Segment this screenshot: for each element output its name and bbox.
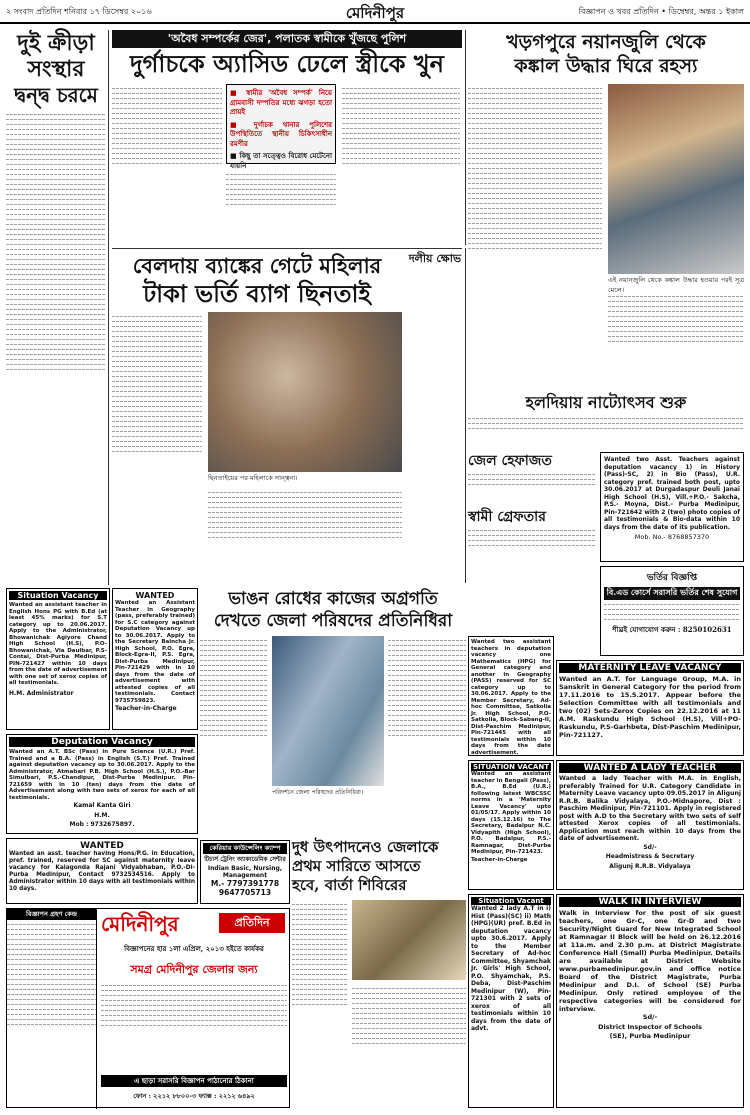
- story-dam-headline2: দেখতে জেলা পরিষদের প্রতিনিধিরা: [213, 611, 453, 631]
- ad-walkin-sign3: (SE), Purba Medinipur: [609, 1032, 691, 1040]
- ad-wanted-two-body: Wanted two Asst. Teachers against deputation vacancy 1) in History (Pass)-SC, 2) in Bio (Pass), U.R. category pref. trained both post, upto 30.06.2017 at Durgadaspur Deuli Janai High School (H.S), Vill.+P.O.- Sakcha, P.S.- Moyna, Dist.- Purba Medinipur, Pin-721642 with 2 (two) photo copies of all testimonials & Bio-data within 10 days from the date of its publication.: [604, 456, 740, 531]
- ad-walkin-sign1: Sd/-: [642, 1013, 658, 1021]
- story-jail-headline: জেল হেফাজত: [468, 453, 552, 469]
- story-acid-headline: দুর্গাচকে অ্যাসিড ঢেলে স্ত্রীকে খুন: [130, 49, 444, 78]
- ad-bottom-logo: প্রতিদিন: [219, 913, 285, 933]
- story-sports-headline2: দ্বন্দ্ব চরমে: [14, 83, 98, 107]
- masthead-center: মেদিনীপুর: [345, 4, 405, 22]
- story-skeleton: [468, 30, 744, 390]
- story-acid-bullets: [226, 84, 336, 170]
- story-milk-headline2: প্রথম সারিতে আসতে: [292, 857, 421, 875]
- ad-situation-1-body: Wanted an assistant teacher in English Hons PG with B.Ed (at least 45% marks) for S.T category up to 20.06.2017. Apply to the Administrator, Bhowanichak Agiyore Chand High School (H.S), P.O-Bhowanichak, Via Daulbar, P.S-Contai, Dist-Purba Medinipur, PIN-721427 within 10 days from the date of advertisement with one set of xerox copies of all testimonials.: [9, 602, 107, 686]
- ad-walkin: [556, 894, 744, 1108]
- ad-notice-bengali-headline: বি.এড কোর্সে সরাসরি ভর্তির শেষ সুযোগ: [604, 587, 740, 600]
- ad-situation-3-title: Situation Vacant: [471, 897, 551, 905]
- story-acid-bullet2: ■ দুর্গাচক থানার পুলিশের উপস্থিতিতে স্থানীয় চিকিৎসাধীন রমণীর: [230, 119, 332, 148]
- ad-maternity: [556, 660, 744, 756]
- story-acid-kicker: 'অবৈধ সম্পর্কের জের', পলাতক স্বামীকে খুঁজছে পুলিশ: [112, 30, 462, 48]
- ad-situation-1-sign: H.M. Administrator: [9, 689, 74, 697]
- ad-lady-sign1: Sd/-: [643, 843, 657, 851]
- ad-notice-bengali-title: ভর্তির বিজ্ঞপ্তি: [646, 573, 698, 583]
- story-skeleton-headline2: কঙ্কাল উদ্ধার ঘিরে রহস্য: [514, 55, 698, 77]
- ad-walkin-title: WALK IN INTERVIEW: [559, 897, 741, 907]
- ad-notice-bengali-phone: শীঘ্রই যোগাযোগ করুন : 8250102631: [612, 625, 732, 634]
- ad-maternity-body: Wanted an A.T. for Language Group, M.A. in Sanskrit in General Category for the period from 17.11.2016 to 15.5.2017. Appear before the Selection Committee with all testimonials and two (02) Sets-Zerox Copies on 22.12.2016 at 11 A.M. Raskundu High School (H.S), Vill+PO-Raskundu, P.S-Garhbeta, Dist-Paschim Medinipur, Pin-721127.: [559, 675, 741, 739]
- ad-situation-2-body: Wanted an assistant teacher in Bengali (Pass), B.A., B.Ed (U.R.) following latest WBCSSC norms in a 'Maternity Leave Vacancy' upto 01/05/17. Apply within 10 days (15.12.16) to The Secretary, Badalpur N.C. Vidyapith (High School), P.O. Badalpur, P.S.-Ramnagar, Dist-Purba Medinipur, Pin-721423.: [471, 771, 551, 855]
- ad-career-phone1: M.- 7797391778: [210, 879, 280, 888]
- story-milk-headline1: দুধ উৎপাদনেও জেলাকে: [292, 838, 439, 856]
- story-party-main: [404, 252, 466, 582]
- ad-bottom-brand: মেদিনীপুর: [101, 912, 179, 936]
- story-festival: [468, 392, 744, 452]
- story-arrest-headline: স্বামী গ্রেফতার: [468, 509, 546, 525]
- ad-deputation-sign-role: H.M.: [94, 811, 110, 819]
- story-bank-headline2: টাকা ভর্তি ব্যাগ ছিনতাই: [143, 279, 371, 308]
- dam-photo-caption: পরিদর্শনে জেলা পরিষদের প্রতিনিধিরা।: [272, 789, 364, 796]
- ad-wanted-geo-sign: Teacher-in-Charge: [115, 705, 177, 712]
- ad-bottom-offer: বিজ্ঞাপনের হার ১লা এপ্রিল, ২০১৩ হইতে কার্যকর: [124, 944, 264, 953]
- story-bank: [112, 252, 402, 582]
- bank-photo-caption: ছিনতাইয়ের পর মহিলাকে সান্ত্বনা।: [208, 474, 298, 482]
- story-acid: [112, 30, 462, 245]
- ad-wanted-hons: [6, 838, 198, 904]
- ad-lady-body: Wanted a lady Teacher with M.A. in English, preferably Trained for U.R. Category Candidate in Maternity Leave vacancy upto 09.05.2017 in Aligunj R.R.B. Balika Vidyalaya, P.O.-Midnapore, Dist : Paschim Medinipur, Pin-721101. Apply in registered post with A.D to the Secretary with two sets of self attested Xerox copies of all testimonials. Application must reach within 10 days from the date of advertisement.: [559, 775, 741, 842]
- ad-walkin-body: Walk in Interview for the post of six guest teachers, one Gr-C, one Gr-D and two Security/Night Guard for New Integrated School at Ramnagar II Block will be held on 26.12.2016 at 11a.m. and 2.30 p.m. at District Magistrate Conference Hall (Small) Purba Medinipur. Details are available at District Website www.purbamedinipur.gov.in and office notice Board of the District Magistrate, Purba Medinipur and D.I. of School (SE) Purba Medinipur. Only retired employee of the respective categories will be considered for interview.: [559, 909, 741, 1013]
- dam-photo: [272, 636, 384, 786]
- story-bank-headline1: বেলদায় ব্যাঙ্কের গেটে মহিলার: [132, 253, 382, 278]
- skeleton-photo: [608, 84, 744, 274]
- story-sports-body: [6, 114, 106, 370]
- ad-bottom: [6, 908, 290, 1108]
- ad-maternity-title: MATERNITY LEAVE VACANCY: [559, 663, 741, 673]
- milk-photo: [352, 900, 466, 980]
- ad-wanted-math-body: Wanted two assistant teachers in deputation vacancy one Mathematics (HPG) for General category and another in Geography (PASS) reserved for SC category up to 30.06.2017. Apply to the Member Secretary, Ad-hoc Committee, Satkolia Jr. High School, P.O-Satkolia, Block-Sabang-II, Dist-Paschim Medinipur, Pin-721445 with all testimonials within 10 days from the date advertisement.: [471, 639, 551, 756]
- ad-situation-3-body: Wanted 2 lady A.T in i) Hist (Pass)(SC) ii) Math (HPG)(UR) pref. B.Ed in deputation vacancy upto 30.6.2017. Apply to the Member Secretary of Ad-hoc Committee, Shyamchak Jr. Girls' High School, P.O. Shyamchak, P.S. Deba, Dist-Paschim Medinipur (W), Pin-721301 with 2 sets of xerox of all testimonials within 10 days from the date of advt.: [471, 905, 552, 1032]
- masthead-left: ২ সংবাদ প্রতিদিন শনিবার ১৭ ডিসেম্বর ২০১৬: [6, 7, 152, 16]
- ad-bottom-left-title: বিজ্ঞাপন গ্রহণ কেন্দ্র: [7, 909, 96, 920]
- story-milk-headline3: হবে, বার্তা শিবিরের: [292, 876, 407, 894]
- skeleton-photo-caption: এই নয়ানজুলি থেকে কঙ্কাল উদ্ধার হওয়ার পরই সূত্র মেলে।: [608, 276, 744, 294]
- ad-situation-3: [468, 894, 554, 1108]
- ad-lady-sign2: Headmistress & Secretary: [605, 853, 695, 860]
- ad-lady: [556, 760, 744, 890]
- masthead-right: বিজ্ঞাপন ও খবর প্রতিদিন • ডিম্বেম্বর, অন্তর ১ ইকাল: [578, 7, 744, 16]
- ad-wanted-hons-title: WANTED: [80, 841, 124, 851]
- ad-deputation-sign-name: Kamal Kanta Giri: [73, 802, 131, 809]
- ad-notice-bengali: [600, 566, 744, 656]
- ad-walkin-sign2: District Inspector of Schools: [598, 1022, 702, 1031]
- ad-career-line2: টিচার্স ট্রেনিং অ্যাকাডেমিক সেন্টার: [204, 856, 286, 863]
- story-skeleton-headline1: খড়গপুরে নয়ানজুলি থেকে: [506, 31, 706, 53]
- ad-wanted-geo-body: Wanted an Assistant Teacher in Geography (pass, preferably trained) for S.C category against Deputation Vacancy up to 30.06.2017. Apply to the Secretary Baincha Jr. High School, P.O. Egra, Block-Egra-II, P.S. Egra, Dist-Purba Medinipur, Pin-721429 with in 10 days from the date of advertisement with attested copies of all testimonials. Contact 9735759823.: [115, 600, 195, 704]
- ad-situation-1: [6, 588, 110, 730]
- ad-career-line3: Indian Basic, Nursing, Management: [207, 865, 283, 879]
- story-party-kicker: দলীয় ক্ষোভ: [408, 252, 462, 265]
- ad-situation-2-title: SITUATION VACANT: [471, 763, 551, 771]
- ad-deputation: [6, 734, 198, 834]
- ad-wanted-two: [600, 452, 744, 562]
- ad-wanted-math: [468, 636, 554, 756]
- ad-wanted-geo: [112, 588, 198, 730]
- story-arrest: [468, 508, 596, 568]
- ad-wanted-hons-body: Wanted an asst. teacher having Hons/P.G. in Education, pref. trained, reserved for SC against maternity leave vacancy for Kalagonda Rajani Vidyabhaban, P.O.-Di-Purba Medinipur, Contact 9732534516. Apply to Administrator within 10 days with all testimonials within 10 days.: [9, 851, 195, 892]
- ad-situation-2: [468, 760, 554, 890]
- story-jail: [468, 452, 596, 502]
- masthead: [0, 0, 750, 24]
- story-sports-kicker: দুই ক্রীড়া: [17, 30, 95, 56]
- ad-deputation-body: Wanted an A.T. BSc (Pass) in Pure Science (U.R.) Pref. Trained and a B.A. (Pass) in English (S.T.) Pref. Trained against deputation vacancy up to 30.06.2017. Apply to the Administrator, Atmabari P.B. High School (H.S.), P.O.-Bar Simulbari, P.S.-Chandipur, Dist-Purba Medinipur. Pin-721659 with in 10 (ten) days from the date of Advertisement along with two sets of xerox for each of all testimonials.: [9, 749, 195, 801]
- ad-lady-sign3: Aligunj R.R.B. Vidyalaya: [609, 862, 691, 870]
- ad-bottom-left: [7, 909, 97, 1109]
- story-sports: [6, 30, 106, 590]
- ad-deputation-sign-mob: Mob : 9732675897.: [69, 821, 135, 828]
- ad-wanted-geo-title: WANTED: [135, 591, 175, 600]
- story-acid-bullet3: ■ কিছু তা সত্ত্বেও বিরোধ মেটেনো যায়নি: [230, 151, 332, 170]
- story-dam: [200, 588, 466, 838]
- ad-bottom-region: সমগ্র মেদিনীপুর জেলার জন্য: [130, 963, 258, 976]
- ad-bottom-phone: ফোন : ২২১২ ৮৮০০-৩ ফ্যাক্স : ২২১২ ৬৪৯২: [133, 1092, 255, 1100]
- bank-photo: [208, 312, 402, 472]
- ad-wanted-two-sign: Mob. No.- 8768857370: [634, 533, 710, 541]
- ad-lady-title: WANTED A LADY TEACHER: [559, 763, 741, 773]
- ad-career: [200, 840, 290, 904]
- ad-situation-1-title: Situation Vacancy: [9, 591, 107, 600]
- story-festival-headline: হলদিয়ায় নাট্যোৎসব শুরু: [525, 393, 687, 412]
- story-sports-headline1: সংস্থার: [27, 56, 85, 82]
- ad-career-line1: কেরিয়ার কাউন্সেলিং ক্যাম্প: [203, 843, 287, 854]
- ad-deputation-title: Deputation Vacancy: [9, 737, 195, 747]
- ad-situation-2-sign: Teacher-in-Charge: [471, 856, 528, 863]
- story-dam-headline1: ভাঙন রোধের কাজের অগ্রগতি: [228, 589, 438, 609]
- story-milk: [292, 838, 466, 1108]
- ad-bottom-contact: এ ছাড়া সরাসরি বিজ্ঞাপন পাঠানোর ঠিকানা: [101, 1075, 287, 1087]
- ad-career-phone2: 9647705713: [218, 888, 272, 897]
- story-acid-bullet1: ■ স্বামীর 'অবৈধ সম্পর্ক' নিয়ে গ্রামবাসী দম্পতির মধ্যে ঝগড়া হতো প্রায়ই: [230, 88, 332, 116]
